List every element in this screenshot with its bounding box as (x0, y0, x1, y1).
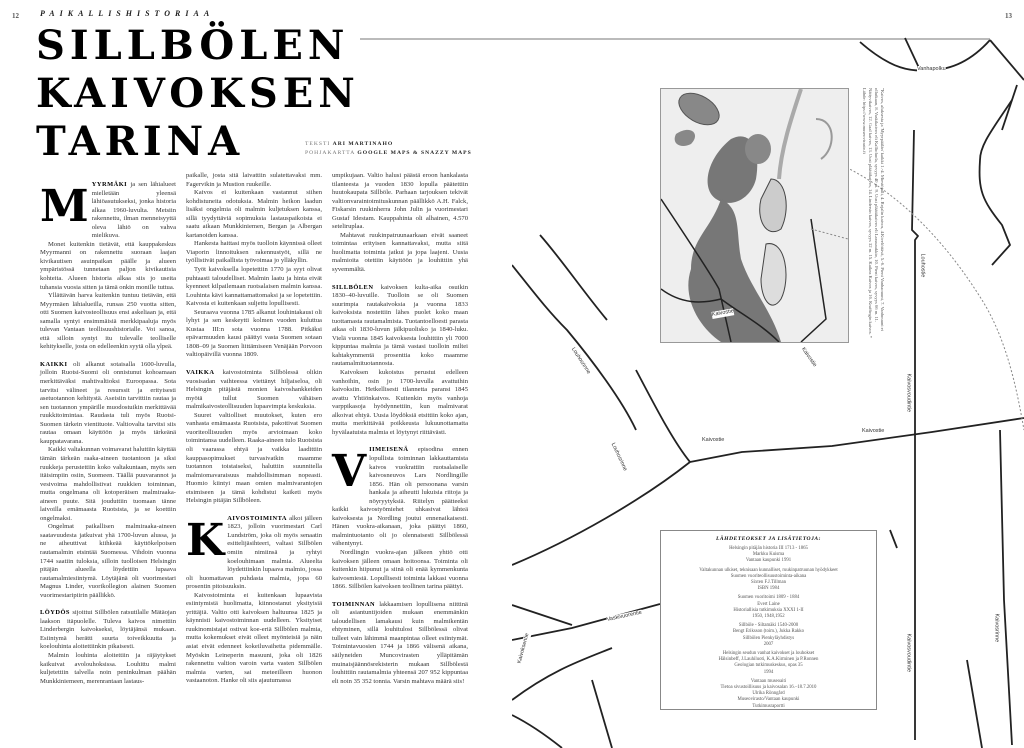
road-label: Vanhapolku (917, 66, 946, 72)
road (592, 680, 612, 748)
body-text: Mahtavat ruukinpatruunaarkaan eivät saaneet toimintaa erityisen kannattavaksi, mutta siitä huolimatta toiminta jatkui ja jopa laajeni. Uusia malmioita otettiin käyttöön ja louhittiin yhä syvemmältä. (332, 231, 468, 274)
body-text: alkoi jälleen 1823, jolloin vuorimestari Carl Lundström, joka oli myös senaatin esittelijäsihteeri, valtasi Sillbölen omiin nimiinsä ja ryhtyi koelouhimaan malmia. Alueelta löydettiinkin lupaava malmio, jossa oli huomattavan puhdasta malmia, jopa 60 prosentin pitoisuuksin. (186, 514, 322, 591)
road (890, 530, 897, 548)
paragraph (40, 446, 176, 523)
source-entry (661, 546, 876, 565)
paragraph (40, 181, 176, 241)
paragraph (186, 412, 322, 506)
source-line: 2007 (763, 641, 774, 647)
body-text: ja sen lähialueet mielletään yleensä lähiöasutukseksi, jonka historia alkaa 1960-luvulta. Metsiin rakennettu, ilman menneisyyttä oleva lähiö on vahva mielikuva. (91, 181, 176, 240)
source-entry (661, 595, 876, 620)
sources-list (661, 546, 876, 710)
source-line: 1994 (763, 669, 774, 675)
header-rule (360, 38, 512, 40)
body-text: kaivostoiminta Sillbölessä olikin vuosisadan vaihteessa viettänyt hiljaiseloa, oli Helsingin pitäjästä monien kaivoshankkeiden myötä tullut Suomen vähäisen malmikaivosteollisuuden lupaavimpia keskuksia. (186, 369, 322, 411)
title-line: KAIVOKSEN (36, 70, 360, 117)
road (512, 715, 562, 748)
paragraph (40, 292, 176, 352)
source-line: ISBN 1984 (757, 586, 780, 592)
right-page (512, 0, 1024, 748)
paragraph (332, 549, 468, 592)
paragraph (332, 601, 468, 686)
lead-in: VAIKKA (186, 369, 215, 377)
source-line: Evert Laine (757, 601, 780, 607)
road-label: Kaivostie (862, 428, 885, 434)
historic-map-drawing (661, 89, 848, 342)
road (540, 235, 607, 320)
paragraph (332, 369, 468, 437)
paragraph (40, 523, 176, 600)
source-entry (661, 623, 876, 648)
paragraph (186, 369, 322, 412)
paragraph (186, 172, 322, 189)
lead-in: YYRMÄKI (91, 181, 128, 188)
lead-in: KAIKKI (40, 360, 68, 368)
source-line: Suomen vuoriteollisuustoiminta-aikana (730, 573, 807, 579)
body-text: Nordlingin vuokra-ajan jälkeen yhtiö otti kaivoksen jälleen omaan hoitoonsa. Toiminta oli kuitenkin hiipunut ja siinä oli enää kymmenkunta kaivosmiestä. Lopullisesti toiminta lakkasi vuonna 1866. Sillbölen kaivoksen teollinen tarina päättyi. (332, 548, 468, 591)
source-line: Hälsinbeff, J.Lauhiluoti, K.A.Kirminen ja P.Ronnen (718, 657, 819, 663)
source-line: Vantaan museoaiti (750, 678, 787, 684)
road-label: Kaivoksentie (516, 632, 531, 665)
road (967, 660, 982, 748)
source-line: Historiallisia tutkimuksia XXXI 1-II (733, 607, 804, 613)
page-number: 12 (12, 12, 19, 20)
byline-label: POHJAKARTTA (305, 150, 355, 156)
road (1002, 85, 1017, 130)
paragraph (332, 446, 468, 549)
body-text: Kaivoksen kukoistus perustui edelleen vanhoihin, osin jo 1700-luvulla avattuihin kaivoksiin. Hetkellisesti tilannetta paransi 1845 avattu Yhtiönkaivos. Kuitenkin myös vanhoja varppikasoja hyödynnettiin, kun malmivarat alkoivat ehtyä. Uusia löydöksiä etsittiin koko ajan, mutta merkittävää poikkeusta lukuunottamatta hyvälaatuista malmia ei löytynyt riittävästi. (332, 369, 468, 436)
source-line: Helsingin pitäjän historia III 1713 - 1865 (729, 546, 808, 551)
source-line: Bengt Eriksson (toim.), Jukka Rakko (732, 629, 805, 635)
body-text: paikalle, josta sitä laivattiin sulatettavaksi mm. Fagervikin ja Mustion ruukeille. (186, 172, 322, 188)
road (636, 370, 690, 462)
title-line: TARINA (36, 118, 245, 165)
road-label: Kaivostie (799, 346, 818, 369)
body-text: Seuraava vuonna 1785 alkanut louhintakausi oli lyhyt ja sen keskeytti kolmen vuoden kuluttua Kustaa III:n sota vuonna 1788. Pitkäksi epävarmuuden kausi päättyi vasta Suomen sotaan 1808–09 ja Suomen liittämiseen Venäjään Porvoon valtiopäivillä vuonna 1809. (186, 308, 322, 359)
road-label: Louhosrinne (609, 442, 628, 473)
source-line: Museovirasto/Vantaan kaupunki (737, 697, 800, 703)
map-source: GOOGLE MAPS & SNAZZY MAPS (357, 150, 472, 156)
source-entry (661, 679, 876, 710)
drop-cap: V (332, 446, 367, 498)
body-text: umpikujaan. Valtio halusi päästä eroon hankalasta tilanteesta ja vuoden 1830 lopulla päätettiin huutokaupata Sillböle. Parhaan tarjouksen tekivät valtionvaraintoimituskunnan päällikkö A.H. Falck, Fiskarsin ruukinherra John Julin ja vuorimestari Gustaf Idestam. Kauppahinta oli alhainen, 4.570 seteliruplaa. (332, 172, 468, 231)
section-label: PAIKALLISHISTORIAA (40, 9, 215, 18)
page-number: 13 (1005, 12, 1012, 20)
lead-in: IIMEISENÄ (369, 446, 409, 454)
lead-in: LÖYDÖS (40, 609, 70, 617)
body-text: Malmin louhinta aloitettiin ja räjäytykset kaikuivat avolouhoksissa. Louhittu malmi kuljetettiin talvella noin peninkulman päähän Munkkiniemeen, merenrantaan lastaus- (40, 651, 176, 685)
source-line: Markku Kuisma (752, 552, 785, 558)
lead-in: TOIMINNAN (332, 600, 376, 608)
paragraph (40, 609, 176, 652)
byline (305, 140, 472, 158)
lead-in: AIVOSTOIMINTA (227, 514, 288, 522)
body-text: Kaivostoiminta ei kuitenkaan lupaavista esiintymistä huolimatta, kiinnostanut yksityisiä yrittäjiä. Valtio otti kaivoksen haltuunsa 1825 ja käynnisti kaivostoiminnan uudelleen. Yksityiset ruukinomistajat ostivat koe-eriä Sillbölen malmia, mutta kokemukset eivät olleet myönteisiä ja näin asiat eivät edenneet kokeiluvaihetta pidemmälle. Myöskin Leineperin masuuni, joka oli 1826 rakennettu valtion varoin varta vasten Sillbölen malmia varten, sai meteeilleen huonon vastaanoton. Hanke oli siis ajautumassa (186, 591, 322, 685)
source-line: Vantaan kaupunki 1991 (745, 558, 792, 564)
paragraph (186, 515, 322, 592)
paragraph (332, 232, 468, 275)
source-entry (661, 568, 876, 593)
paragraph (40, 652, 176, 686)
sources-heading: LÄHDETEOKSET JA LISÄTIETOJA: (716, 536, 821, 542)
source-line: Tutkimusraportti (752, 703, 785, 709)
body-text: Monet kuitenkin tietävät, että kauppakeskus Myyrmanni on rakennettu suoraan laajan kivikautisen asuinpaikan päälle ja alueen ympäristössä tunnetaan paljon kivikautisia kohteita. Alueen historia alkaa siis jo useita tuhansia vuosia sitten ja tämä onkin monille tuttua. (40, 240, 176, 291)
road (980, 100, 1012, 265)
source-line: Ulrika Rönngård (752, 691, 785, 697)
road-label: Kaivostie (711, 308, 735, 318)
paragraph (332, 284, 468, 369)
body-text: Ongelmat paikallisen malmiraaka-aineen saatavuudesta jatkuivat yhä 1700-luvun alussa, ja ne aiheuttivat kiihkeää käyttökelpoisen rautamalmin etsintää Suomessa. Vihdoin vuonna 1744 saatiin tuloksia, silloin tuolloisen Helsingin pitäjän alueella löydettiin lupaava rautamalmiesiintymä. Löytäjänä oli vuorimestari Magnus Linder, vuorikollegion alainen Suomen vuorimestaripiirin päällikkö. (40, 523, 176, 599)
body-text: kaivoksen kulta-aika osuikin 1830–40-luvuille. Tuolloin se oli Suomen suurimpia rautakaivoksia ja vuonna 1833 kaivoksista nostettiin lähes puolet koko maan tuottamasta rautamalmista. Tuotantoelloesti parasta aikaa oli 1830-luvun jälkipuolisko ja 1840-luku. Vielä vuonna 1845 kaivoksesta louhittiin yli 7000 kippuntaa malmia ja tämä vastasi tuolloin miltei kahtakymmentä prosenttia koko maamme rautamalmituotannosta. (332, 283, 468, 368)
source-line: Geologian tutkimuskeskus, opas 35 (734, 663, 803, 669)
source-line: Sillbölen Pienkyläyhdistys (742, 635, 795, 641)
drop-cap: K (186, 514, 225, 566)
paragraph (186, 266, 322, 309)
lead-in: SILLBÖLEN (332, 283, 374, 291)
paragraph (186, 592, 322, 686)
source-line: Helsingin seudun vanhat kaivokset ja louhokset (722, 651, 815, 657)
title-line: SILLBÖLEN (36, 22, 350, 69)
paragraph (40, 241, 176, 292)
road-label: Kaivosvoudintie (905, 373, 912, 413)
source-line: 1950, 1948,1952 (752, 614, 785, 620)
body-text: Kaivos ei kuitenkaan vastannut siihen kohdistuneita odotuksia. Malmin heikon laadun lisäksi ongelmia oli malmin kuljetuksen kanssa, sillä tyydyttäviä sopimuksia lastauspaikoista ei saatu aikaan Munkkiniemen, Bergan ja Albergan kartanoiden kanssa. (186, 189, 322, 239)
byline-label: TEKSTI (305, 141, 331, 147)
road (990, 40, 1024, 80)
source-line: Sixten F.J.Tillman (750, 580, 787, 586)
source-line: Sillböle - Siltamäki 1540-2000 (738, 623, 799, 629)
text-column (186, 172, 322, 686)
text-column (40, 172, 176, 686)
drop-cap: M (40, 181, 89, 232)
road-label: Kaivostie (702, 437, 725, 443)
body-text: Suuret valtiolliset muutokset, kuten ero vanhasta emämaasta Ruotsista, pakottivat Suomen vuoriteollisuuden myös arvioimaan koko toimintansa uudelleen. Raaka-aineen tulo Ruotsista oli vaarassa ehtyä ja vaikka laadittiin kauppasopimukset turvasivatkin maamme tuotannon toistaiseksi, haluttiin suunnitella malmiomavaraisuus mahdollisimman nopeasti. Huomio kiintyi maan omien malmivarantojen etsimiseen ja tämä kohdistui kaiketi myös Helsingin pitäjän Sillböleen. (186, 411, 322, 505)
road-label: Vaskivuorentie (606, 609, 643, 623)
road (512, 648, 612, 700)
road (512, 605, 572, 625)
road-label: Louhostie (919, 253, 926, 278)
text-column (332, 172, 468, 686)
map-caption: "Kaivos, aluksesta ja 'Myyrpäälän' kaikki 1.-4. Miestöjalli, 4. Rojalin kaivos, 4.Kivelöitävä, 5.-6. Pieni Vanhaouuni, 7. Vanhouuni ei ollutkaan, 8. Vaskikaivos eli Kallioluola, syvyys 40 m. 9. Uusi pläätäkaivos eli Lassuaukkio, 10. Pieni kaivos, syvyys 66 m. 11. Nättyvikaivos, 12. Gaal kaivos, 13. Uusi pläätäkaivos, 14. Lindersin kaivos, syvyys 32 m. 15. Kaikea Kaivos ja 16. Kraffingin kaivos. * Lähde: https://www.museovirasto.fi (862, 88, 885, 339)
road-label: Louhosrinne (569, 346, 592, 376)
paragraph (186, 309, 322, 360)
sources-box (660, 530, 877, 710)
body-text: oli alkanut sotaisalla 1600-luvulla, jolloin Ruotsi-Suomi oli onnistunut kohoamaan merkittäväksi mahtivaltioksi Euroopassa. Sota tarvitsi välineet ja resurssit ja erityisesti asetuotannon kehitystä. Aseisiin tarvittiin rautaa ja sen tuotannon ympärille muodostuikin merkittävää ruukkitoimintaa. Raudasta tuli myös Ruotsi-Suomen tärkein vientituote. Valtiovalta tarvitsi siis rautaa omaan käyttöön ja myös tärkeänä kauppatavarana. (40, 360, 176, 445)
author-name: ARI MARTINAHO (332, 141, 394, 147)
paragraph (186, 189, 322, 240)
body-text: lakkaamisen lopullisena niittinä oli asiantuntijoiden mukaan enemmänkin taloudellisen lamakausi kuin malmikentän ehtyminen, sillä louhitulosi Sillbölessä olivat tulleet vain lähimmä maanpintaa olleet esiintymät. Toimintavuosien 1744 ja 1866 välisenä aikana, säilyneiden Muncovirasten ylläpitämän muinaisjäännösrekisterin mukaan Sillbölestä louhittiin rautamalmia yhteensä 207 952 kippuntaa eli noin 35 352 tonnia. Varsin mahtava määrä siis! (332, 600, 468, 685)
source-line: Tietoa sivustoillisuus ja kaivosalan 16.–18.7.2010 (720, 685, 817, 691)
source-line: Suomen vuoritoimi 1809 - 1884 (737, 595, 800, 601)
paragraph (332, 172, 468, 232)
paragraph (40, 361, 176, 446)
road-label: Kaivosrinne (993, 613, 1000, 643)
historic-mine-map (660, 88, 849, 343)
body-text: Hankesta haittasi myös tuolloin käynnissä olleet Viaporin linnoituksen rakennustyöt, sillä ne työllistivät paikallista työvoimaa jo ylläkyllin. (186, 240, 322, 265)
body-text: sijoittui Sillbölen ratsutilalle Mätäojan laakson itäpuolelle. Tuleva kaivos nimettiin Linderbergin kaivokseksi, löytäjänsä mukaan. Esiintymä herätti suurta toiveikkuutta ja koelouhinta aloitettiinkin pikaisesti. (40, 609, 176, 651)
body-text: Yllättävän harva kuitenkin tuntuu tietävän, että Myyrmäen lähialueilla, runsas 250 vuotta sitten, otti Suomen kaivosteollisuus ensi askeliaan ja, että samalla syntyi ensimmäisiä merkkipaaluja myös tulevan Vantaan teollisuushistorialle. Voi sanoa, että silloin syntyi itu tulevalle teolliselle kehitykselle, josta on edelleenkin syytä olla ylpeä. (40, 292, 176, 351)
body-text: Kaikki valtakunnan voimavarat haluttiin käyttää tämän tärkeän raaka-aineen tuotantoon ja siksi ruukkeja perustettiin koko valtakuntaan, myös sen itäisimpiin osiin, Suomeen. Täällä puuvarannot ja vesivoima mahdollistivat ruukkien toiminnan, mutta ongelmana oli kotoperäisen malmiraaka-aineen puute. Sitä jouduttiin tuomaan tänne laivoilla emämaasta Ruotsista, ja se koettiin ongelmaksi. (40, 446, 176, 522)
road (1000, 430, 1012, 745)
source-entry (661, 651, 876, 676)
paragraph (186, 240, 322, 266)
body-text: Työt kaivoksella lopetettiin 1770 ja syyt olivat puhtaasti taloudelliset. Malmin laatu ja hinta eivät kyenneet kilpailemaan ruotsalaisen malmin kanssa. Louhinta kävi kannattamattomaksi ja se lopetettiin. Kaivosta ei kuitenkaan suljettu lopullisesti. (186, 266, 322, 308)
source-line: Valtakunnan ulkiset, teknisaan kunnalliset, ruukinpatruunan hyödykkeet (699, 567, 838, 573)
body-text: episodina ennen lopullista toiminnan lakkauttamista kaivos vuokrattiin ruotsalaiselle kaivosneuvos Lars Nordlingille 1856. Hän oli persoonana varsin hankala ja aiheutti lukuisia riitoja ja nöyryytyksiä. Riitelyn päätteeksi kaikki kaivostyömiehet uhkasivat lähteä kaivoksesta ja Nordling joutui ennenaikaisesti. Hänen vuokra-aikanaan, joka päättyi 1860, malmintuotanto oli jo olennaisesti Sillbölessä vähentynyt. (332, 446, 468, 548)
road-label: Kaivosvoudintie (905, 633, 912, 673)
